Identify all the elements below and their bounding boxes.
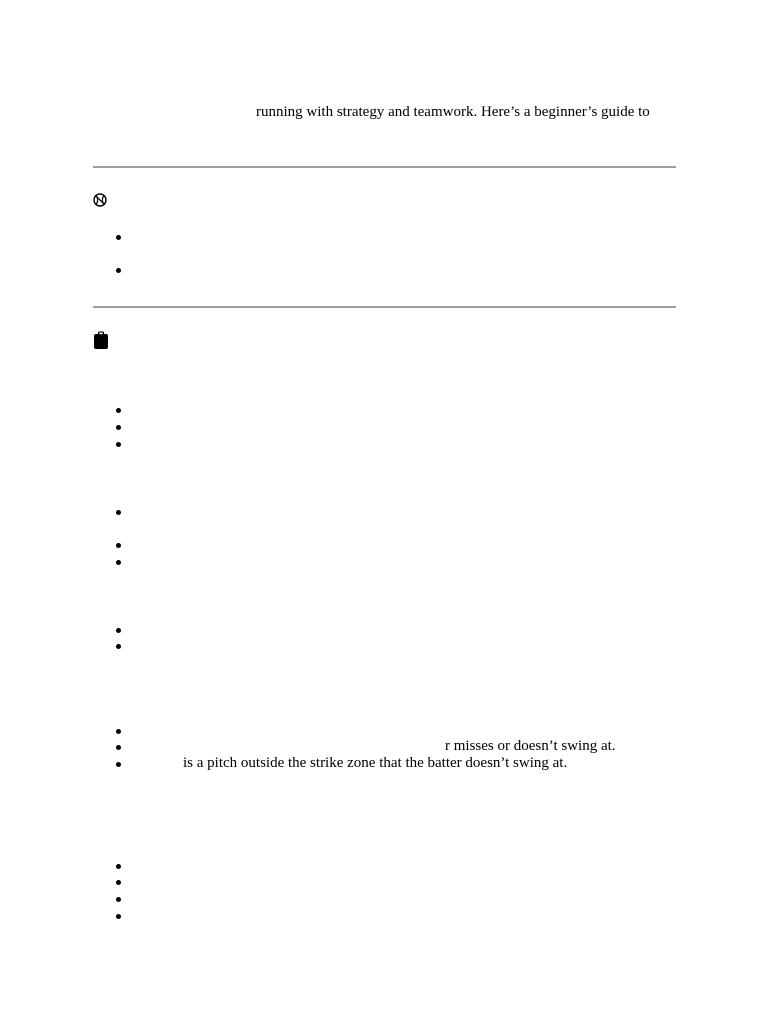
list-item-bullet (116, 560, 121, 565)
list-item-bullet (116, 543, 121, 548)
list-item-bullet (116, 880, 121, 885)
list-item-bullet (116, 235, 121, 240)
list-item-bullet (116, 510, 121, 515)
baseball-icon (93, 193, 107, 207)
list-item-bullet (116, 425, 121, 430)
list-item-bullet (116, 897, 121, 902)
list-item-bullet (116, 408, 121, 413)
strike-definition-fragment: r misses or doesn’t swing at. (445, 738, 616, 754)
clipboard-icon (93, 331, 109, 349)
list-item-bullet (116, 628, 121, 633)
section-divider (93, 166, 676, 168)
list-item-bullet (116, 442, 121, 447)
list-item-bullet (116, 644, 121, 649)
list-item-bullet (116, 762, 121, 767)
ball-definition-fragment: is a pitch outside the strike zone that the batter doesn’t swing at. (183, 755, 568, 771)
list-item-bullet (116, 729, 121, 734)
list-item-bullet (116, 864, 121, 869)
list-item-bullet (116, 745, 121, 750)
intro-paragraph: running with strategy and teamwork. Here’s a beginner’s guide to (256, 104, 650, 120)
list-item-bullet (116, 914, 121, 919)
list-item-bullet (116, 268, 121, 273)
section-divider (93, 306, 676, 308)
